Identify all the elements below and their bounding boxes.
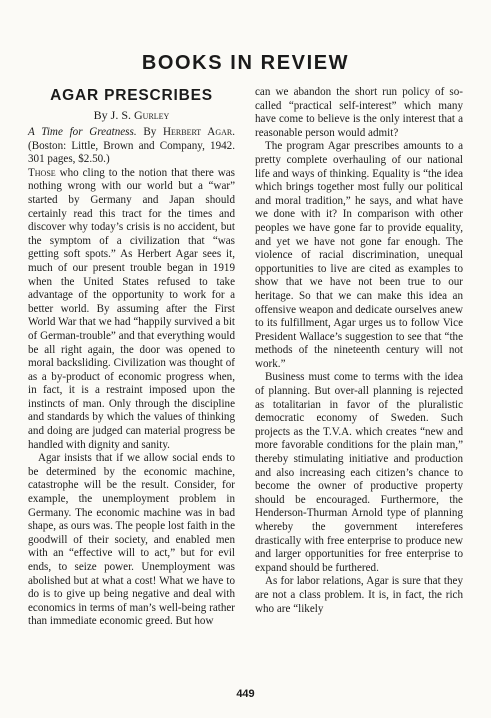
paragraph-1 [28,167,235,452]
byline [28,108,235,122]
paragraph-1-text: who cling to the notion that there was nothing wrong with our world but a “war” started by Germany and Japan should certainly read this tract for the times and discover why today’s crisis is no accident, but the symptom of a civilization that “was getting soft spots.” As Herbert Agar sees it, much of our present trouble began in 1919 when the United States refused to take advantage of the opportunity to work for a better world. By assuming after the First World War that we had “happily survived a bit of German-trouble” and that everything would be all right again, the door was opened to moral backsliding. Civilization was thought of as a by-product of economic progress when, in fact, it is a restraint imposed upon the instincts of man. Only through the discipline and standards by which the values of thinking and doing are judged can material progress be handled with dignity and sanity. [28,166,235,451]
byline-author: Gurley [134,108,170,122]
right-column [255,86,463,616]
section-header: BOOKS IN REVIEW [141,52,350,74]
book-reference [28,126,235,167]
paragraph-1-lead: Those [28,166,56,179]
article-title: AGAR PRESCRIBES [50,87,213,104]
book-title: A Time for Greatness. [28,126,137,138]
page-number: 449 [236,688,255,700]
paragraph-2: Agar insists that if we allow social ends to be determined by the economic machine, catastrophe will be the result. Consider, for example, the unemployment problem in Germany. The economic machine was in bad shape, as ours was. The people lost faith in the goodwill of their society, and enabled men with an “effective will to act,” but for evil ends, to seize power. Unemployment was abolished but at what a cost! What we have to do is to give up being negative and deal with economics in terms of man’s well-being rather than immediate economic greed. But how [28,452,235,628]
paragraph-3: The program Agar prescribes amounts to a pretty complete overhauling of our national life and ways of thinking. Equality is “the idea which brings together most fully our political and moral tradition,” he says, and what have we done with it? In comparison with other peoples we have gone far to provide equality, and yet we have not gone far enough. The violence of racial discrimination, unequal opportunities to live are cited as examples to show that we have not been true to our heritage. So that we can make this idea an offensive weapon and dedicate ourselves anew to its fulfillment, Agar urges us to follow Vice President Wallace’s suggestion to see that “the methods of the nineteenth century will not work.” [255,140,463,370]
book-author: Herbert Agar. [163,126,235,138]
book-by: By [143,126,157,138]
book-publication: (Boston: Little, Brown and Company, 1942. 301 pages, $2.50.) [28,139,235,166]
paragraph-2-continued: can we abandon the short run policy of so-called “practical self-interest” which many have come to believe is the only interest that a reasonable person would admit? [255,86,463,139]
byline-prefix: By J. S. [93,108,131,122]
paragraph-5: As for labor relations, Agar is sure that they are not a class problem. It is, in fact, the rich who are “likely [255,575,463,615]
left-column [28,86,235,629]
paragraph-4: Business must come to terms with the idea of planning. But over-all planning is rejected as totalitarian in favor of the pluralistic democratic economy of Sweden. Such projects as the T.V.A. which creates “new and more favorable conditions for the plain man,” thereby stimulating initiative and production and also increasing each citizen’s chance to become the owner of productive property should be encouraged. Furthermore, the Henderson-Thurman Arnold type of planning whereby the government intereferes drastically with free enterprise to produce new and larger opportunities for free enterprise to expand should be furthered. [255,371,463,574]
